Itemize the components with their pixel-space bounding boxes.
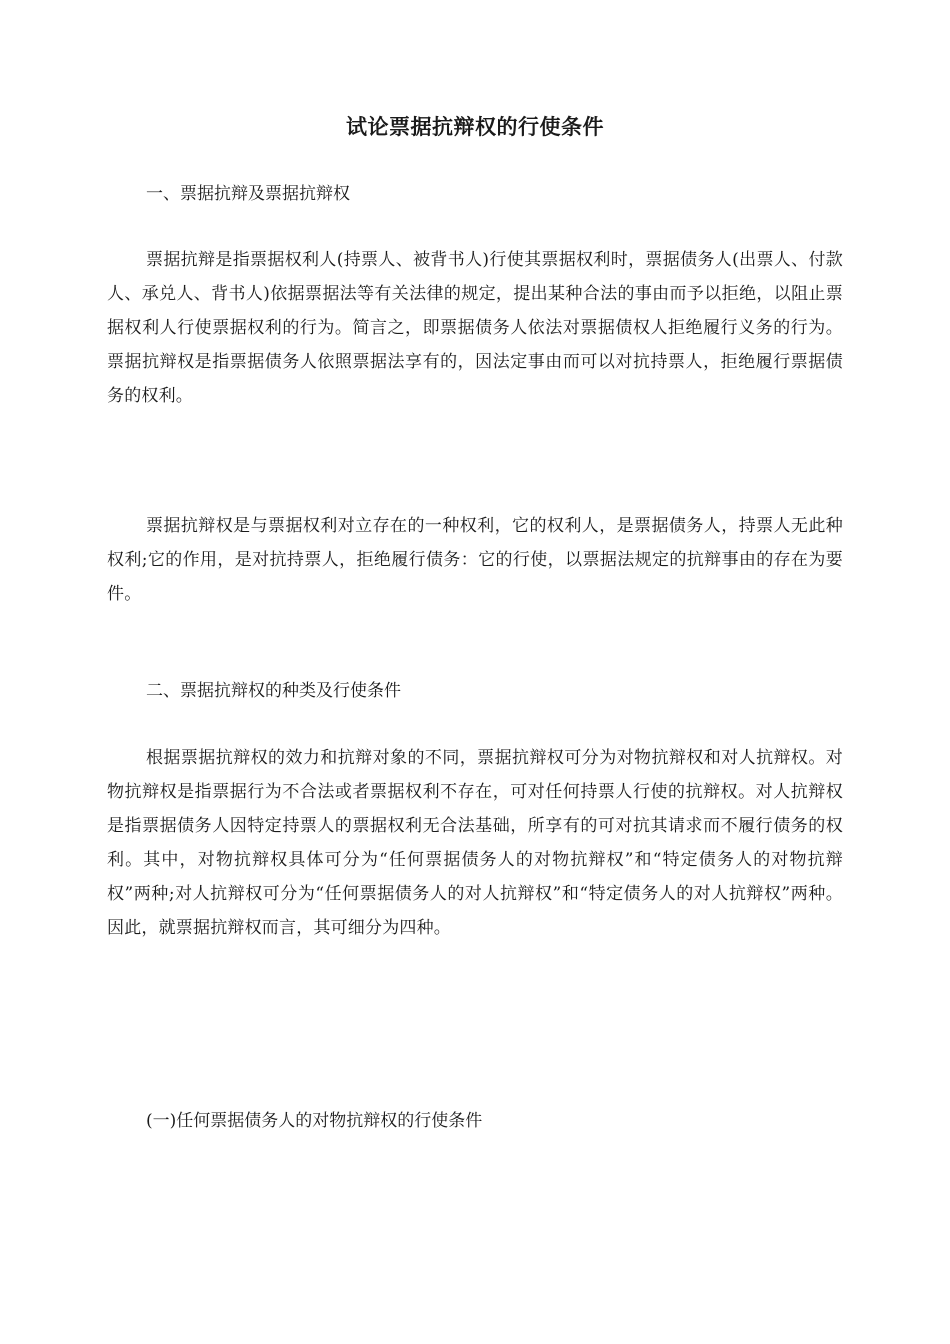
- paragraph-3: 根据票据抗辩权的效力和抗辩对象的不同，票据抗辩权可分为对物抗辩权和对人抗辩权。对物抗辩权是指票据行为不合法或者票据权利不存在，可对任何持票人行使的抗辩权。对人抗辩权是指票据债务人因特定持票人的票据权利无合法基础，所享有的可对抗其请求而不履行债务的权利。其中，对物抗辩权具体可分为“任何票据债务人的对物抗辩权”和“特定债务人的对物抗辩权”两种;对人抗辩权可分为“任何票据债务人的对人抗辩权”和“特定债务人的对人抗辩权”两种。因此，就票据抗辩权而言，其可细分为四种。: [107, 748, 843, 938]
- paragraph-1: 票据抗辩是指票据权利人(持票人、被背书人)行使其票据权利时，票据债务人(出票人、付款人、承兑人、背书人)依据票据法等有关法律的规定，提出某种合法的事由而予以拒绝，以阻止票据权利人行使票据权利的行为。简言之，即票据债务人依法对票据债权人拒绝履行义务的行为。票据抗辩权是指票据债务人依照票据法享有的，因法定事由而可以对抗持票人，拒绝履行票据债务的权利。: [107, 250, 843, 406]
- section-heading-2: 二、票据抗辩权的种类及行使条件: [146, 681, 401, 701]
- paragraph-2: 票据抗辩权是与票据权利对立存在的一种权利，它的权利人，是票据债务人，持票人无此种权利;它的作用，是对抗持票人，拒绝履行债务：它的行使，以票据法规定的抗辩事由的存在为要件。: [107, 516, 843, 604]
- document-title: 试论票据抗辩权的行使条件: [346, 114, 604, 139]
- section-heading-1: 一、票据抗辩及票据抗辩权: [146, 184, 350, 204]
- subsection-heading-1: (一)任何票据债务人的对物抗辩权的行使条件: [146, 1111, 483, 1131]
